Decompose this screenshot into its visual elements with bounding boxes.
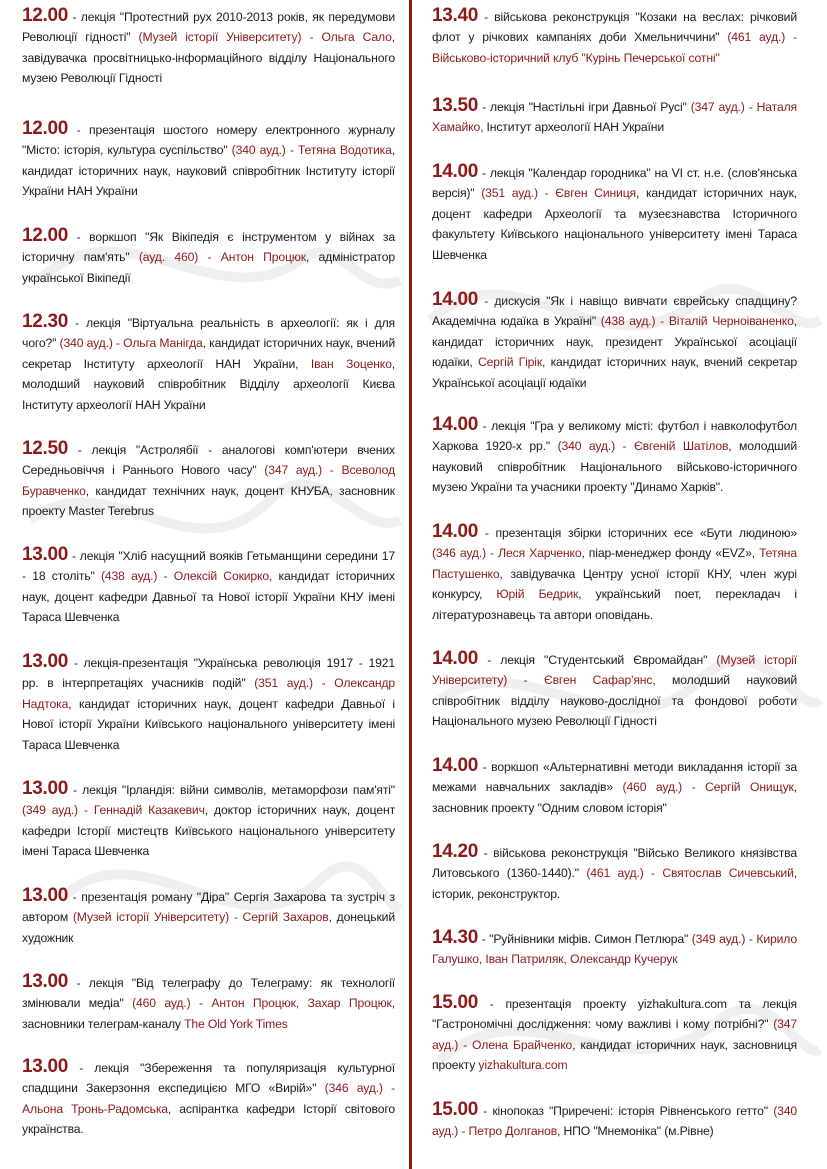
event-venue-speaker: (346 ауд.) - Леся Харченко xyxy=(432,546,582,561)
event-item xyxy=(22,972,395,1034)
event-title: - військова реконструкція "Козаки на веслах: річковий флот у річкових кампаніях доби Хмельниччини" xyxy=(432,10,797,45)
event-time: 14.00 xyxy=(432,161,479,182)
event-description: , НПО "Мнемоніка" (м.Рівне) xyxy=(557,1124,714,1139)
event-venue-speaker: (Музей історії Університету) - Ольга Сало xyxy=(138,30,392,45)
event-description: , кандидат історичних наук, доцент кафедри Давньої і Нової історії України Київського національного університету імені Тараса Шевченка xyxy=(22,696,395,752)
event-time: 14.20 xyxy=(432,841,479,862)
event-title: - лекція "Протестний рух 2010-2013 років, як передумови Революції гідності" xyxy=(22,10,395,45)
event-time: 14.00 xyxy=(432,648,479,669)
event-title: - воркшоп «Альтернативні методи викладання історії за межами навчальних закладів» xyxy=(432,760,797,795)
event-time: 13.50 xyxy=(432,95,479,116)
event-time: 14.00 xyxy=(432,755,479,776)
event-item xyxy=(22,779,395,862)
event-title: - "Руйнівники міфів. Симон Петлюра" xyxy=(478,932,692,946)
event-venue-speaker: (Музей історії Університету) - Сергій Захаров xyxy=(72,910,329,925)
event-time: 14.00 xyxy=(432,414,479,435)
event-time: 14.30 xyxy=(432,927,479,948)
event-description: , Інститут археології НАН України xyxy=(480,120,665,135)
event-description-2: , завідувачка Центру усної історії КНУ, член журі конкурсу, xyxy=(432,566,797,602)
event-item xyxy=(22,652,395,755)
event-description: , кандидат історичних наук, президент Української асоціації юдаїки, xyxy=(432,314,797,370)
event-venue-speaker: (347 ауд.) - Олена Брайченко xyxy=(432,1017,797,1052)
event-item xyxy=(432,96,797,138)
column-divider xyxy=(409,0,412,1169)
event-venue-speaker: (346 ауд.) - Альона Тронь-Радомська xyxy=(22,1081,396,1116)
event-title: - лекція "Збереження та популяризація культурної спадщини Закерзоння експедицією МГО «Вирій»" xyxy=(22,1061,395,1096)
event-item xyxy=(22,439,395,522)
event-item xyxy=(22,6,395,89)
event-title: - лекція "Від телеграфу до Телеграму: як технології змінювали медіа" xyxy=(22,976,395,1011)
event-title: - лекція-презентація "Українська революція 1917 - 1921 рр. в інтерпретаціях учасників подій" xyxy=(22,656,395,691)
event-title: - лекція "Настільні ігри Давньої Русі" xyxy=(478,100,691,114)
event-title: - лекція "Віртуальна реальність в археології: як і для чого?" xyxy=(22,316,395,351)
event-time: 13.00 xyxy=(22,971,69,992)
event-venue-speaker: (349 ауд.) - Геннадій Казакевич xyxy=(22,803,205,818)
event-time: 15.00 xyxy=(432,1099,479,1120)
event-venue-speaker: (460 ауд.) - Антон Процюк, Захар Процюк xyxy=(132,996,392,1011)
event-item xyxy=(22,886,395,948)
event-item xyxy=(432,1100,797,1142)
event-venue-speaker: (340 ауд.) - Євгеній Шатілов xyxy=(557,439,729,454)
event-time: 15.00 xyxy=(432,992,479,1013)
event-title: - презентація проекту yizhakultura.com та лекція "Гастрономічні дослідження: чому важливі і кому потрібні?" xyxy=(432,997,797,1032)
event-venue-speaker: (438 ауд.) - Олексій Сокирко xyxy=(101,569,270,584)
event-time: 12.30 xyxy=(22,311,69,332)
event-speaker-2: yizhakultura.com xyxy=(478,1058,568,1073)
event-description: , кандидат історичних наук, вчений секретар Інституту археології НАН України, xyxy=(22,336,395,371)
event-time: 13.40 xyxy=(432,5,479,26)
event-time: 12.00 xyxy=(22,5,69,26)
event-venue-speaker: (347 ауд.) - Всеволод Буравченко xyxy=(22,463,395,498)
event-item xyxy=(432,415,797,498)
event-title: - лекція "Астролябії - аналогові комп'ютери вчених Середньовіччя і Раннього Нового часу" xyxy=(22,443,395,478)
event-title: - лекція "Студентський Євромайдан" xyxy=(478,653,717,667)
event-venue-speaker: (460 ауд.) - Сергій Онищук xyxy=(622,780,794,795)
event-item xyxy=(22,1057,395,1140)
event-description: , кандидат історичних наук, доцент кафедри Давньої та Нової історії України КНУ імені Тараса Шевченка xyxy=(22,569,395,625)
event-description-3: , український поет, перекладач і літературознавець та автори оповідань. xyxy=(432,587,797,622)
event-title: - дискусія "Як і навіщо вивчати єврейську спадщину? Академічна юдаїка в Україні" xyxy=(432,294,797,329)
event-speaker-2: The Old York Times xyxy=(184,1016,288,1031)
event-description: , молодший науковий співробітник відділу науково-дослідної та фондової роботи Національного музею Революції Гідності xyxy=(432,673,798,729)
event-item xyxy=(22,545,395,628)
event-title: - презентація шостого номеру електронного журналу "Місто: історія, культура суспільство" xyxy=(22,123,395,158)
event-time: 13.00 xyxy=(22,778,69,799)
event-description: , кандидат технічних наук, доцент КНУБА, засновник проекту Master Terebrus xyxy=(22,483,395,519)
event-time: 12.00 xyxy=(22,118,69,139)
event-title: - воркшоп "Як Вікіпедія є інструментом у війнах за історичну пам'ять" xyxy=(22,230,395,265)
event-time: 12.50 xyxy=(22,438,69,459)
event-description: , кандидат історичних наук, засновниця проекту xyxy=(432,1037,797,1073)
event-title: - кінопоказ "Приречені: історія Рівненського гетто" xyxy=(478,1104,774,1118)
event-description: , доктор історичних наук, доцент кафедри Історії мистецтв Київського національного університету імені Тараса Шевченка xyxy=(22,803,395,859)
event-title: - лекція "Гра у великому місті: футбол і навколофутбол Харкова 1920-х рр." xyxy=(432,419,797,454)
event-venue-speaker: (461 ауд.) - Святослав Сичевський xyxy=(586,866,794,881)
event-description: , кандидат історичних наук, доцент кафедри Археології та музеєзнавства Історичного факультету Київського національного університету імені Тараса Шевченка xyxy=(432,186,797,262)
event-description-2: , кандидат історичних наук, вчений секретар Української асоціації юдаїки xyxy=(432,355,798,390)
event-description: , донецький художник xyxy=(22,910,395,945)
event-description: , кандидат історичних наук, науковий співробітник Інституту історії України НАН України xyxy=(22,143,395,199)
event-description-2: , молодший науковий співробітник Відділу археології Києва Інституту археології НАН України xyxy=(22,356,395,412)
event-item xyxy=(22,119,395,202)
event-time: 12.00 xyxy=(22,225,69,246)
event-venue-speaker: (Музей історії Університету) - Євген Сафар'янс xyxy=(432,653,797,688)
event-item xyxy=(432,993,797,1076)
event-item xyxy=(432,290,797,393)
event-item xyxy=(432,842,797,904)
event-description: , засновники телеграм-каналу xyxy=(22,996,395,1031)
event-time: 14.00 xyxy=(432,521,479,542)
event-speaker-2: Сергій Гірік xyxy=(477,355,543,370)
event-item xyxy=(22,226,395,288)
event-title: - презентація збірки історичних есе «Бути людиною» xyxy=(478,526,797,540)
event-item xyxy=(432,756,797,818)
event-description: , завідувачка просвітницько-інформаційного відділу Національного музею Революції Гідності xyxy=(22,30,395,86)
event-title: - лекція "Хліб насущний вояків Гетьманщини середини 17 - 18 століть" xyxy=(22,549,395,584)
event-venue-speaker: (351 ауд.) - Євген Синиця xyxy=(481,186,636,201)
event-description: , молодший науковий співробітник Національного військово-історичного музею України та учасники проекту "Динамо Харків". xyxy=(432,439,797,495)
event-speaker-2: Тетяна Пастушенко xyxy=(432,546,797,581)
event-venue-speaker: (340 ауд.) - Тетяна Водотика xyxy=(231,143,392,158)
event-item xyxy=(432,6,797,68)
event-time: 13.00 xyxy=(22,885,69,906)
event-time: 14.00 xyxy=(432,289,479,310)
event-time: 13.00 xyxy=(22,544,69,565)
event-venue-speaker: (347 ауд.) - Наталя Хамайко xyxy=(432,100,797,135)
event-title: - лекція "Ірландія: війни символів, метаморфози пам'яті" xyxy=(68,783,395,797)
event-description: , піар-менеджер фонду «EVZ», xyxy=(581,546,760,561)
event-venue-speaker: (340 ауд.) - Ольга Манігда xyxy=(59,336,203,351)
event-item xyxy=(432,649,797,732)
event-title: - презентація роману "Діра" Сергія Захарова та зустріч з автором xyxy=(22,890,395,925)
event-venue-speaker: (351 ауд.) - Олександр Надтока xyxy=(22,676,396,711)
event-venue-speaker: (340 ауд.) - Петро Долганов xyxy=(432,1104,797,1139)
event-venue-speaker: (438 ауд.) - Віталій Черноіваненко xyxy=(600,314,794,329)
event-time: 13.00 xyxy=(22,1056,69,1077)
event-description: , аспірантка кафедри Історії світового українства. xyxy=(22,1101,395,1137)
event-venue-speaker: (461 ауд.) - Військово-історичний клуб "Курінь Печерської сотні" xyxy=(432,30,798,65)
event-title: - лекція "Календар городника" на VI ст. н.е. (слов'янська версія)" xyxy=(432,166,797,201)
event-time: 13.00 xyxy=(22,651,69,672)
event-speaker-2: Іван Зоценко xyxy=(310,356,392,371)
event-item xyxy=(432,162,797,265)
event-venue-speaker: (349 ауд.) - Кирило Галушко, Іван Патриляк, Олександр Кучерук xyxy=(432,932,797,967)
event-speaker-3: Юрій Бедрик xyxy=(496,587,579,602)
event-venue-speaker: (ауд. 460) - Антон Процюк xyxy=(138,250,306,265)
event-item xyxy=(432,522,797,625)
event-item xyxy=(22,312,395,415)
event-description: , адміністратор української Вікіпедії xyxy=(22,250,395,285)
event-description: , засновник проекту "Одним словом історія" xyxy=(432,780,797,815)
event-description: , історик, реконструктор. xyxy=(432,866,797,901)
event-title: - військова реконструкція "Військо Великого князівства Литовського (1360-1440)." xyxy=(432,846,797,881)
event-item xyxy=(432,928,797,970)
